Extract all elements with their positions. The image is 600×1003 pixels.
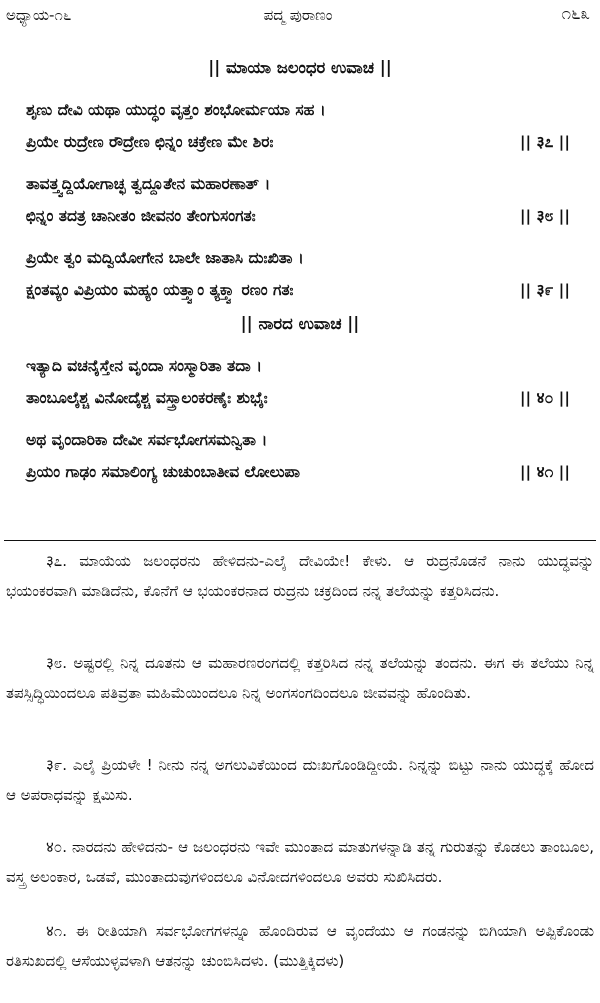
verse-line: ತಾಂಬೂಲೈಶ್ಚ ವಿನೋದೈಶ್ಚ ವಸ್ತ್ರಾಲಂಕರಣೈಃ ಶುಭೈಃ [26,389,268,407]
verse-line: ಶೃಣು ದೇವಿ ಯಥಾ ಯುದ್ಧಂ ವೃತ್ತಂ ಶಂಭೋರ್ಮಯಾ ಸಹ । [26,101,326,119]
verse-number: || ४೧ || [519,463,570,481]
translation-paragraph: ४೦. ನಾರದನು ಹೇಳಿದನು- ಆ ಜಲಂಧರನು ಇವೇ ಮುಂತಾದ ಮಾತುಗಳನ್ನಾಡಿ ತನ್ನ ಗುರುತನ್ನು ಕೊಡಲು ತಾಂಬೂಲ, ವಸ್ತ್ರ ಅಲಂಕಾರ, ಒಡವೆ, ಮುಂತಾದುವುಗಳಿಂದಲೂ ವಿನೋದಗಳಿಂದಲೂ ಅವರು ಸುಖಿಸಿದರು. [6,838,594,886]
verse-37 [26,94,570,158]
speaker-heading-narada: || ನಾರದ ಉವಾಚ || [240,314,360,333]
verse-40 [26,350,570,414]
translation-paragraph: ३೯. ಎಲೈ ಪ್ರಿಯಳೇ ! ನೀನು ನನ್ನ ಅಗಲುವಿಕೆಯಿಂದ ದುಃಖಗೊಂಡಿದ್ದೀಯೆ. ನಿನ್ನನ್ನು ಬಿಟ್ಟು ನಾನು ಯುದ್ಧಕ್ಕೆ ಹೋದ ಆ ಅಪರಾಧವನ್ನು ಕ್ಷಮಿಸು. [6,756,594,804]
verse-line: ಪ್ರಿಯಂ ಗಾಢಂ ಸಮಾಲಿಂಗ್ಯ ಚುಚುಂಬಾತೀವ ಲೋಲುಪಾ [26,463,300,481]
verse-line: ಛಿನ್ನಂ ತದತ್ರ ಚಾನೀತಂ ಜೀವನಂ ತೇಂಗುಸಂಗತಃ [26,207,256,225]
translation-41 [6,916,594,976]
translation-paragraph: ३೮. ಅಷ್ಟರಲ್ಲಿ ನಿನ್ನ ದೂತನು ಆ ಮಹಾರಣರಂಗದಲ್ಲಿ ಕತ್ತರಿಸಿದ ನನ್ನ ತಲೆಯನ್ನು ತಂದನು. ಈಗ ಈ ತಲೆಯು ನಿನ್ನ ತಪಸ್ಸಿದ್ಧಿಯಿಂದಲೂ ಪತಿವ್ರತಾ ಮಹಿಮೆಯಿಂದಲೂ ನಿನ್ನ ಅಂಗಸಂಗದಿಂದಲೂ ಜೀವವನ್ನು ಹೊಂದಿತು. [6,654,594,702]
verse-line: ತಾವತ್ತ್ವದ್ದಿಯೋಗಾಚ್ಛ ತ್ವದ್ದೂತೇನ ಮಹಾರಣಾತ್ । [26,175,271,193]
verse-41 [26,424,570,488]
translation-paragraph: ३೭. ಮಾಯೆಯ ಜಲಂಧರನು ಹೇಳಿದನು-ಎಲೈ ದೇವಿಯೇ! ಕೇಳು. ಆ ರುದ್ರನೊಡನೆ ನಾನು ಯುದ್ಧವನ್ನು ಭಯಂಕರವಾಗಿ ಮಾಡಿದೆನು, ಕೊನೆಗೆ ಆ ಭಯಂಕರನಾದ ರುದ್ರನು ಚಕ್ರದಿಂದ ನನ್ನ ತಲೆಯನ್ನು ಕತ್ತರಿಸಿದನು. [6,552,594,600]
verse-line: ಇತ್ಯಾದಿ ವಚನೈಸ್ತೇನ ವೃಂದಾ ಸಂಸ್ಮಾರಿತಾ ತದಾ । [26,357,262,375]
verse-38 [26,168,570,232]
verse-number: || ३೭ || [519,133,570,151]
verse-line: ಪ್ರಿಯೇ ತ್ವಂ ಮದ್ವಿಯೋಗೇನ ಬಾಲೇ ಜಾತಾಸಿ ದುಃಖಿತಾ । [26,249,304,267]
page-header [6,4,590,28]
chapter-label: ಅಧ್ಯಾಯ-೧೬ [6,6,72,24]
verse-line: ಪ್ರಿಯೇ ರುದ್ರೇಣ ರೌದ್ರೇಣ ಛಿನ್ನಂ ಚಕ್ರೇಣ ಮೇ ಶಿರಃ [26,133,274,151]
translation-paragraph: ४೧. ಈ ರೀತಿಯಾಗಿ ಸರ್ವಭೋಗಗಳನ್ನೂ ಹೊಂದಿರುವ ಆ ವೃಂದೆಯು ಆ ಗಂಡನನ್ನು ಬಿಗಿಯಾಗಿ ಅಪ್ಪಿಕೊಂಡು ರತಿಸುಖದಲ್ಲಿ ಆಸೆಯುಳ್ಳವಳಾಗಿ ಆತನನ್ನು ಚುಂಬಿಸಿದಳು. (ಮುತ್ತಿಕ್ಕಿದಳು) [6,922,594,970]
translation-40 [6,832,594,892]
verse-39 [26,242,570,306]
verse-number: || ४೦ || [519,389,570,407]
verse-line: ಕ್ಷಂತವ್ಯಂ ವಿಪ್ರಿಯಂ ಮಹ್ಯಂ ಯತ್ತ್ವಾಂ ತ್ಯಕ್ತ್ವಾ ರಣಂ ಗತಃ [26,281,294,299]
speaker-heading-maya-jalandhara: || ಮಾಯಾ ಜಲಂಧರ ಉವಾಚ || [208,58,392,77]
page-number: ೧೬೩ [561,4,590,24]
book-title: ಪದ್ಮ ಪುರಾಣಂ [263,6,333,24]
translation-37 [6,546,594,606]
translation-39 [6,750,594,810]
translation-38 [6,648,594,708]
section-divider [4,540,596,541]
verse-line: ಅಥ ವೃಂದಾರಿಕಾ ದೇವೀ ಸರ್ವಭೋಗಸಮನ್ವಿತಾ । [26,431,268,449]
verse-number: || ३೮ || [519,207,570,225]
verse-number: || ३೯ || [519,281,570,299]
